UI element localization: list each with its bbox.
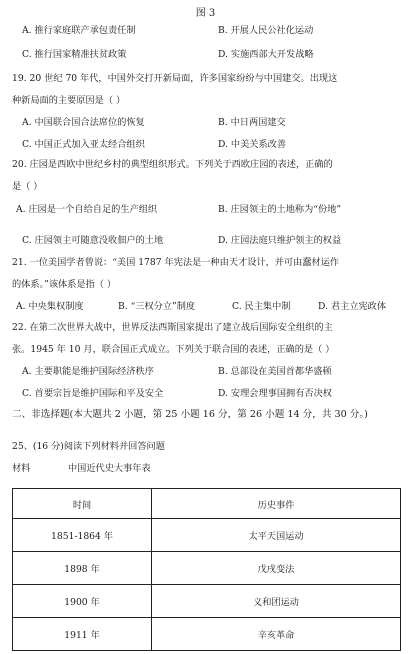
q21-option-d: D. 君主立宪政体 — [318, 301, 387, 312]
figure-label: 图 3 — [195, 8, 216, 19]
q20-option-b: B. 庄园领主的土地称为“份地” — [218, 204, 342, 215]
q19-option-d: D. 中美关系改善 — [218, 139, 287, 150]
table-cell-time: 1851-1864 年 — [13, 519, 152, 552]
table-cell-event: 辛亥革命 — [152, 618, 401, 651]
table-cell-event: 戊戌变法 — [152, 552, 401, 585]
q25-stem: 25、(16 分)阅读下列材料并回答问题 — [12, 441, 165, 452]
q21-stem-line1: 21. 一位美国学者曾说：“美国 1787 年宪法是一种由天才设计，并可由蠢材运作 — [12, 257, 340, 268]
q18-option-b: B. 开展人民公社化运动 — [218, 25, 314, 36]
q19-stem-line2: 种新局面的主要原因是（ ） — [12, 95, 126, 106]
q18-option-d: D. 实施西部大开发战略 — [218, 49, 314, 60]
q19-option-c: C. 中国正式加入亚太经合组织 — [22, 139, 145, 150]
q19-stem-line1: 19. 20 世纪 70 年代，中国外交打开新局面，许多国家纷纷与中国建交。出现这 — [12, 73, 338, 84]
table-cell-time: 1898 年 — [13, 552, 152, 585]
q20-option-c: C. 庄园领主可随意没收佃户的土地 — [22, 235, 164, 246]
q21-option-c: C. 民主集中制 — [232, 301, 291, 312]
table-header-time: 时间 — [13, 489, 152, 519]
table-row — [13, 618, 401, 651]
q20-option-d: D. 庄园法庭只维护领主的权益 — [218, 235, 342, 246]
table-row — [13, 585, 401, 618]
section-heading: 二、非选择题(本大题共 2 小题，第 25 小题 16 分，第 26 小题 14 分，共 30 分。) — [12, 409, 368, 420]
table-cell-time: 1911 年 — [13, 618, 152, 651]
table-cell-event: 义和团运动 — [152, 585, 401, 618]
material-title: 中国近代史大事年表 — [68, 463, 151, 474]
history-timeline-table — [12, 488, 401, 648]
q21-stem-line2: 的体系。”该体系是指（ ） — [12, 279, 117, 290]
material-label: 材料 — [12, 463, 31, 474]
q20-option-a: A. 庄园是一个自给自足的生产组织 — [16, 204, 158, 215]
table-header-row — [13, 489, 401, 519]
q19-option-a: A. 中国联合国合法席位的恢复 — [22, 117, 145, 128]
q22-stem-line2: 张。1945 年 10 月，联合国正式成立。下列关于联合国的表述，正确的是（ ） — [12, 344, 335, 355]
q22-option-c: C. 首要宗旨是维护国际和平及安全 — [22, 388, 164, 399]
table-row — [13, 552, 401, 585]
q22-option-a: A. 主要职能是维护国际经济秩序 — [22, 366, 154, 377]
q20-stem-line1: 20. 庄园是西欧中世纪乡村的典型组织形式。下列关于西欧庄园的表述，正确的 — [12, 159, 333, 170]
q22-stem-line1: 22. 在第二次世界大战中，世界反法西斯国家提出了建立战后国际安全组织的主 — [12, 322, 333, 333]
q22-option-d: D. 安理会理事国拥有否决权 — [218, 388, 332, 399]
q21-option-a: A. 中央集权制度 — [16, 301, 84, 312]
table-cell-time: 1900 年 — [13, 585, 152, 618]
q21-option-b: B. “三权分立”制度 — [118, 301, 196, 312]
table-header-event: 历史事件 — [152, 489, 401, 519]
q18-option-c: C. 推行国家精准扶贫政策 — [22, 49, 127, 60]
q20-stem-line2: 是（ ） — [12, 181, 43, 192]
q22-option-b: B. 总部设在美国首都华盛顿 — [218, 366, 332, 377]
table-row — [13, 519, 401, 552]
table-cell-event: 太平天国运动 — [152, 519, 401, 552]
q19-option-b: B. 中日两国建交 — [218, 117, 286, 128]
q18-option-a: A. 推行家庭联产承包责任制 — [22, 25, 136, 36]
